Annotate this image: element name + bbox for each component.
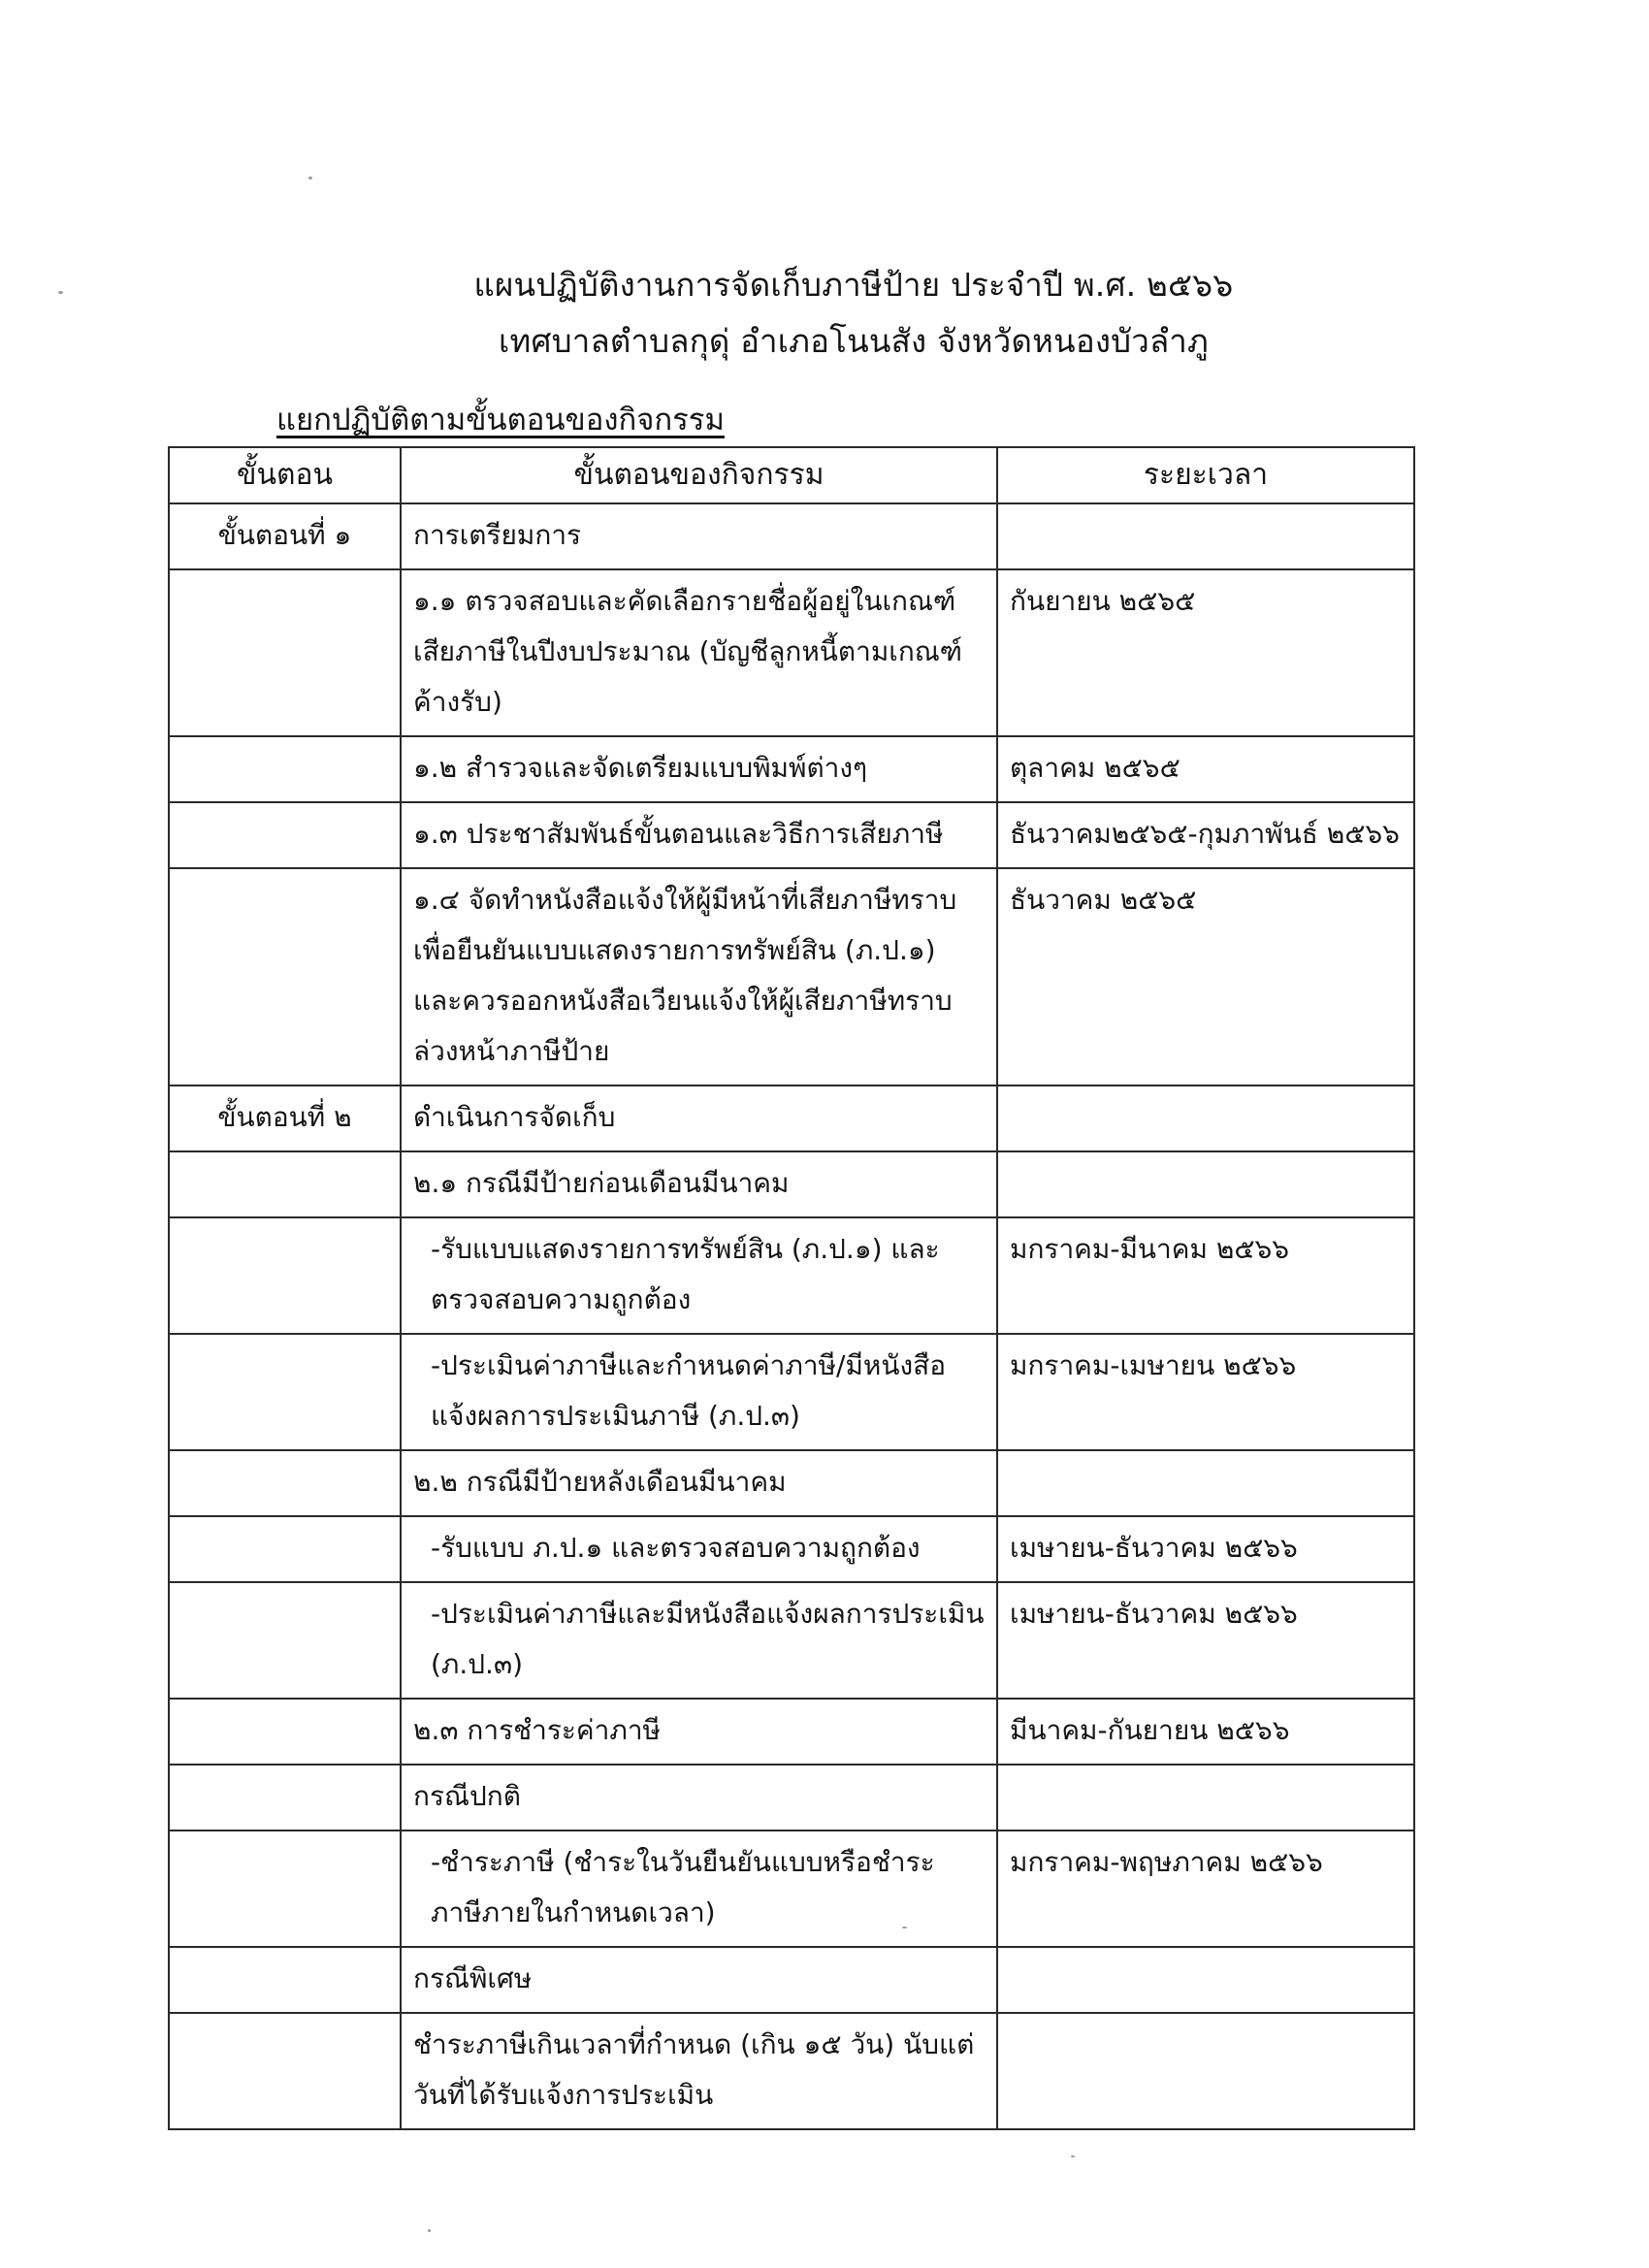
table-row bbox=[169, 1085, 1414, 1151]
table-row bbox=[169, 569, 1414, 736]
table-row bbox=[169, 1947, 1414, 2013]
step-cell bbox=[169, 802, 401, 868]
scan-speck bbox=[428, 2229, 431, 2232]
header-period: ระยะเวลา bbox=[997, 447, 1414, 503]
step-cell bbox=[169, 868, 401, 1085]
activity-cell: กรณีพิเศษ bbox=[401, 1947, 997, 2013]
step-cell: ขั้นตอนที่ ๑ bbox=[169, 503, 401, 569]
step-cell bbox=[169, 2013, 401, 2129]
activity-schedule-table bbox=[168, 446, 1415, 2130]
activity-cell: -ชำระภาษี (ชำระในวันยืนยันแบบหรือชำระภาษีภายในกำหนดเวลา) bbox=[401, 1831, 997, 1947]
period-cell bbox=[997, 1947, 1414, 2013]
section-heading: แยกปฏิบัติตามขั้นตอนของกิจกรรม bbox=[276, 403, 725, 437]
activity-cell: -รับแบบแสดงรายการทรัพย์สิน (ภ.ป.๑) และตรวจสอบความถูกต้อง bbox=[401, 1217, 997, 1334]
step-cell bbox=[169, 569, 401, 736]
activity-cell: ๒.๒ กรณีมีป้ายหลังเดือนมีนาคม bbox=[401, 1450, 997, 1516]
header-step: ขั้นตอน bbox=[169, 447, 401, 503]
step-cell bbox=[169, 1831, 401, 1947]
period-cell: ตุลาคม ๒๕๖๕ bbox=[997, 736, 1414, 802]
activity-cell: กรณีปกติ bbox=[401, 1765, 997, 1831]
table-header-row bbox=[169, 447, 1414, 503]
step-cell bbox=[169, 1334, 401, 1450]
table-row bbox=[169, 1765, 1414, 1831]
table-row bbox=[169, 1831, 1414, 1947]
activity-cell: ๒.๓ การชำระค่าภาษี bbox=[401, 1699, 997, 1765]
period-cell: กันยายน ๒๕๖๕ bbox=[997, 569, 1414, 736]
step-cell bbox=[169, 1947, 401, 2013]
activity-cell: -ประเมินค่าภาษีและมีหนังสือแจ้งผลการประเมิน (ภ.ป.๓) bbox=[401, 1582, 997, 1699]
table-row bbox=[169, 1699, 1414, 1765]
table-row bbox=[169, 1151, 1414, 1217]
table-row bbox=[169, 736, 1414, 802]
activity-cell: ๑.๔ จัดทำหนังสือแจ้งให้ผู้มีหน้าที่เสียภาษีทราบเพื่อยืนยันแบบแสดงรายการทรัพย์สิน (ภ.ป.๑) และควรออกหนังสือเวียนแจ้งให้ผู้เสียภาษีทราบล่วงหน้าภาษีป้าย bbox=[401, 868, 997, 1085]
step-cell bbox=[169, 736, 401, 802]
table-row bbox=[169, 802, 1414, 868]
period-cell bbox=[997, 1765, 1414, 1831]
period-cell: ธันวาคม ๒๕๖๕ bbox=[997, 868, 1414, 1085]
activity-cell: ๑.๒ สำรวจและจัดเตรียมแบบพิมพ์ต่างๆ bbox=[401, 736, 997, 802]
activity-cell: -รับแบบ ภ.ป.๑ และตรวจสอบความถูกต้อง bbox=[401, 1516, 997, 1582]
period-cell: เมษายน-ธันวาคม ๒๕๖๖ bbox=[997, 1516, 1414, 1582]
step-cell bbox=[169, 1217, 401, 1334]
document-subtitle: เทศบาลตำบลกุดุ่ อำเภอโนนสัง จังหวัดหนองบัวลำภู bbox=[499, 322, 1209, 360]
table-row bbox=[169, 1334, 1414, 1450]
period-cell bbox=[997, 503, 1414, 569]
table-row bbox=[169, 1217, 1414, 1334]
step-cell bbox=[169, 1582, 401, 1699]
period-cell: มีนาคม-กันยายน ๒๕๖๖ bbox=[997, 1699, 1414, 1765]
table-row bbox=[169, 868, 1414, 1085]
table-row bbox=[169, 1582, 1414, 1699]
step-cell bbox=[169, 1151, 401, 1217]
step-cell: ขั้นตอนที่ ๒ bbox=[169, 1085, 401, 1151]
table-row bbox=[169, 1516, 1414, 1582]
table-row bbox=[169, 1450, 1414, 1516]
activity-cell: -ประเมินค่าภาษีและกำหนดค่าภาษี/มีหนังสือแจ้งผลการประเมินภาษี (ภ.ป.๓) bbox=[401, 1334, 997, 1450]
document-title: แผนปฏิบัติงานการจัดเก็บภาษีป้าย ประจำปี พ.ศ. ๒๕๖๖ bbox=[473, 266, 1234, 304]
period-cell bbox=[997, 1151, 1414, 1217]
activity-cell: ๒.๑ กรณีมีป้ายก่อนเดือนมีนาคม bbox=[401, 1151, 997, 1217]
scan-speck bbox=[58, 291, 63, 294]
scan-speck bbox=[902, 1927, 907, 1928]
activity-cell: ดำเนินการจัดเก็บ bbox=[401, 1085, 997, 1151]
period-cell: มกราคม-เมษายน ๒๕๖๖ bbox=[997, 1334, 1414, 1450]
scan-speck bbox=[308, 177, 312, 179]
activity-cell: ๑.๑ ตรวจสอบและคัดเลือกรายชื่อผู้อยู่ในเกณฑ์เสียภาษีในปีงบประมาณ (บัญชีลูกหนี้ตามเกณฑ์ค้างรับ) bbox=[401, 569, 997, 736]
step-cell bbox=[169, 1765, 401, 1831]
activity-cell: ๑.๓ ประชาสัมพันธ์ขั้นตอนและวิธีการเสียภาษี bbox=[401, 802, 997, 868]
step-cell bbox=[169, 1699, 401, 1765]
step-cell bbox=[169, 1450, 401, 1516]
scan-speck bbox=[1071, 2155, 1075, 2157]
period-cell: มกราคม-มีนาคม ๒๕๖๖ bbox=[997, 1217, 1414, 1334]
activity-cell: ชำระภาษีเกินเวลาที่กำหนด (เกิน ๑๕ วัน) นับแต่วันที่ได้รับแจ้งการประเมิน bbox=[401, 2013, 997, 2129]
period-cell bbox=[997, 2013, 1414, 2129]
period-cell bbox=[997, 1450, 1414, 1516]
period-cell: มกราคม-พฤษภาคม ๒๕๖๖ bbox=[997, 1831, 1414, 1947]
period-cell: ธันวาคม๒๕๖๕-กุมภาพันธ์ ๒๕๖๖ bbox=[997, 802, 1414, 868]
step-cell bbox=[169, 1516, 401, 1582]
period-cell bbox=[997, 1085, 1414, 1151]
header-activity: ขั้นตอนของกิจกรรม bbox=[401, 447, 997, 503]
period-cell: เมษายน-ธันวาคม ๒๕๖๖ bbox=[997, 1582, 1414, 1699]
table-row bbox=[169, 503, 1414, 569]
activity-cell: การเตรียมการ bbox=[401, 503, 997, 569]
table-row bbox=[169, 2013, 1414, 2129]
